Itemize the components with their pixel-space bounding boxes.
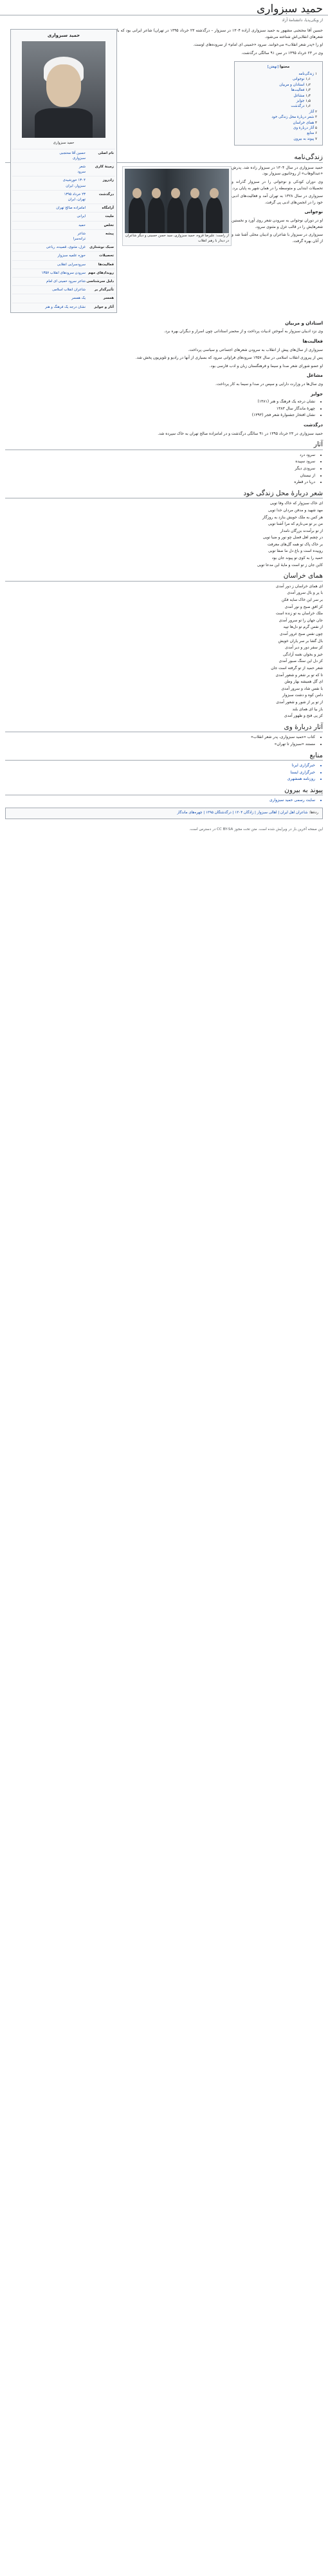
infobox-value-line[interactable]: سبزواری <box>72 156 86 160</box>
work-item: • دریا در قطره <box>5 479 315 486</box>
infobox-key: تأثیرگذار بر <box>94 288 114 292</box>
infobox-key: زادروز <box>102 178 114 183</box>
reference-item[interactable]: • خبرگزاری ایرنا <box>5 762 315 769</box>
infobox-value <box>14 253 86 258</box>
toc-item[interactable] <box>240 88 317 93</box>
infobox-value <box>14 231 86 242</box>
toc-label[interactable]: منابع <box>307 131 314 136</box>
poem-verse: هر کس به ملک خویش بنازد به روزگار <box>262 515 323 520</box>
infobox-row <box>12 251 115 260</box>
infobox-row <box>12 212 115 220</box>
infobox-row <box>12 285 115 294</box>
activities-paragraph: او عضو شورای شعر صدا و سیما و فرهنگستان زبان و ادب فارسی بود. <box>209 363 323 368</box>
toc-list <box>240 71 317 142</box>
poem-verse: بال گشا بر سر یاران خویش <box>278 638 323 643</box>
infobox-value <box>14 192 86 202</box>
toc-number: ۷ <box>314 137 317 141</box>
activities-paragraph: پس از پیروزی انقلاب اسلامی در سال ۱۳۵۷ سرودهای فراوانی سرود که بسیاری از آنها در رادیو و تلویزیون پخش شد. <box>135 355 323 361</box>
infobox-row <box>12 303 115 311</box>
toc-number: ۱٫۵ <box>304 99 311 103</box>
toc-label[interactable]: آثار دربارهٔ وی <box>293 126 314 131</box>
youth-paragraph: او در دوران نوجوانی به سرودن شعر روی آورد و نخستین شعرهایش را در قالب غزل و مثنوی سرود. <box>232 218 323 229</box>
infobox-value <box>14 205 86 211</box>
group-photo-caption: از راست: علیرضا قزوه، حمید سبزواری، سید حسن حسینی و دیگر شاعران در دیدار با رهبر انقلاب <box>125 233 229 243</box>
poem-verse: حمید را به کوی تو پیوند جان بود <box>271 556 323 561</box>
toc-item[interactable] <box>240 71 317 77</box>
poem-home <box>5 500 323 568</box>
poem-verse: خیز و بخوان نغمه آزادگی <box>282 652 323 657</box>
about-item: • مستند «سبزوار تا تهران» <box>5 741 315 748</box>
toc-item[interactable] <box>240 93 317 99</box>
infobox-row <box>12 162 115 176</box>
award-item: • نشان درجه یک فرهنگ و هنر (۱۳۸۱) <box>5 399 315 405</box>
section-heading-activities: فعالیت‌ها <box>302 339 323 345</box>
section-heading-bio: زندگی‌نامه <box>5 155 323 163</box>
group-photo[interactable] <box>122 166 232 246</box>
infobox-value <box>14 223 86 228</box>
categories-label: ردهٔ‌ها: <box>309 811 318 815</box>
infobox-row <box>12 190 115 204</box>
poem-verse: روییده است و باغ دل ما صفا تویی <box>268 549 323 554</box>
poem-verse: با پر و بال سرور آمدی <box>287 591 323 596</box>
bio-paragraph: سبزواری در سال ۱۳۲۸ به تهران آمد و فعالیت‌های ادبی خود را در انجمن‌های ادبی پی گرفت. <box>232 194 323 205</box>
infobox-value-line[interactable]: ترانه‌سرا <box>73 237 86 242</box>
infobox-value-line[interactable]: حسین آقا محتجبی <box>59 151 86 155</box>
article-content <box>0 28 328 819</box>
toc-toggle[interactable]: [نهفتن] <box>267 64 279 69</box>
infobox-key: رویدادهای مهم <box>88 270 114 275</box>
work-item: • سرود درد <box>5 452 315 459</box>
poem-verse: از نفس گرم تو دل‌ها تپید <box>283 625 323 630</box>
awards-list <box>5 399 323 419</box>
toc-label[interactable]: آثار <box>309 109 314 114</box>
infobox-value-line[interactable]: غزل، مثنوی، قصیده، رباعی <box>46 245 86 250</box>
infobox-key: پیشه <box>105 231 114 236</box>
toc-item[interactable] <box>240 77 317 82</box>
page-subtitle: از ویکی‌پدیا، دانشنامهٔ آزاد <box>282 17 323 23</box>
infobox-row <box>12 269 115 277</box>
group-photo-image <box>125 169 229 233</box>
homa-poem <box>5 583 323 719</box>
infobox-row <box>12 229 115 243</box>
infobox-value <box>14 262 86 267</box>
section-heading-poem-home: شعر دربارهٔ محل زندگی خود <box>5 491 323 499</box>
toc-item[interactable] <box>240 109 317 115</box>
infobox-value <box>14 178 86 188</box>
infobox-key: آثار و جوایز <box>94 305 114 309</box>
intro-paragraph: وی در ۲۳ خرداد ۱۳۹۵ در سن ۹۱ سالگی درگذشت. <box>241 50 323 55</box>
infobox-value-line[interactable]: حمید <box>78 223 86 227</box>
toc-label[interactable]: همای خراسان <box>293 120 314 125</box>
activities-paragraph: سبزواری از سال‌های پیش از انقلاب به سرودن شعرهای اجتماعی و سیاسی پرداخت. <box>188 347 323 352</box>
about-item: • کتاب «حمید سبزواری، پدر شعر انقلاب» <box>5 734 315 741</box>
infobox-value <box>14 296 86 301</box>
portrait-image[interactable] <box>22 41 105 138</box>
toc-number: ۶ <box>314 131 317 136</box>
toc-number: ۱٫۴ <box>304 93 311 98</box>
poem-verse: ای خاک سبزوار که خاک وفا تویی <box>269 501 323 506</box>
infobox-key: فعالیت‌ها <box>98 262 114 267</box>
infobox-row <box>12 221 115 229</box>
poem-verse: کاین جان ز تو است و مایهٔ این مدعا تویی <box>257 562 323 567</box>
toc-label[interactable]: جوایز <box>296 99 305 103</box>
infobox-value-line[interactable]: شاعر <box>77 231 86 236</box>
infobox-key: همسر <box>103 296 114 301</box>
infobox-value <box>14 245 86 250</box>
poem-verse: من بر تو می‌نازم که مرا آشنا تویی <box>268 522 323 527</box>
section-heading-jobs: مشاغل <box>306 373 323 379</box>
infobox-row <box>12 243 115 251</box>
section-heading-works: آثار <box>5 442 323 450</box>
about-list <box>5 734 323 747</box>
poem-verse: از تو برآمدند بزرگان نامدار <box>280 528 323 533</box>
infobox-value <box>14 164 86 175</box>
portrait-caption: حمید سبزواری <box>53 141 75 146</box>
poem-verse: از تو پر از شور و شعور آمدی <box>276 699 323 705</box>
poem-verse: ای گل همیشه بهار وطن <box>284 679 323 685</box>
infobox-value <box>14 214 86 219</box>
infobox-value <box>14 270 86 276</box>
section-heading-death: درگذشت <box>303 422 323 428</box>
poem-verse: باز بیا ای همای بلند <box>292 706 323 712</box>
infobox-value-line[interactable]: امامزاده صالح تهران <box>56 206 86 211</box>
infobox-value-line[interactable]: سرود <box>77 170 86 175</box>
infobox-value-line[interactable]: ایرانی <box>77 214 86 219</box>
poem-verse: شعر حمید از تو گرفته است جان <box>271 665 323 670</box>
work-item: • سرود سپیده <box>5 459 315 465</box>
poem-verse: تا که تو بر شعر و شعور آمدی <box>275 672 323 677</box>
poem-verse: در چشم اهل فضل چو نور و ضیا تویی <box>262 535 323 540</box>
award-item: • نشان افتخار جشنوارهٔ شعر فجر (۱۳۹۳) <box>5 412 315 419</box>
page-footer: این صفحه آخرین بار در ویرایش شده است. متن تحت مجوز CC BY-SA در دسترس است. <box>189 827 323 831</box>
infobox-key: آرامگاه <box>102 206 114 211</box>
infobox-value-line[interactable]: سرودن سرودهای انقلاب ۱۳۵۷ <box>41 270 86 275</box>
bio-paragraph: وی دوران کودکی و نوجوانی را در سبزوار گذراند و تحصیلات ابتدایی و متوسطه را در همان شهر به پایان برد. <box>232 180 323 191</box>
infobox <box>10 29 117 313</box>
page-title: حمید سبزواری <box>0 0 328 15</box>
toc-label[interactable]: پیوند به بیرون <box>293 137 314 141</box>
works-list <box>5 452 323 486</box>
section-heading-awards: جوایز <box>311 391 323 397</box>
toc-number: ۳ <box>314 115 317 120</box>
infobox-value-line[interactable]: ۱۳۰۴ خورشیدی <box>62 178 86 183</box>
poem-verse: چون نفس صبح غرور آمدی <box>280 632 323 637</box>
poem-verse: بر سر این خاک سایه فکن <box>281 598 323 603</box>
intro-paragraph: حسین آقا محتجبی مشهور به حمید سبزواری (زاده ۱۳۰۴ در سبزوار – درگذشته ۲۳ خرداد ۱۳۹۵ در تهران) شاعر ایرانی بود که با شعرهای انقلابی‌اش شناخته می‌شود. <box>117 28 323 39</box>
toc-header <box>240 64 317 70</box>
infobox-value-line[interactable]: شعر <box>78 165 86 169</box>
toc-item[interactable] <box>240 137 317 142</box>
toc-number: ۴ <box>314 120 317 125</box>
toc-number: ۱٫۲ <box>304 82 311 87</box>
toc-label[interactable]: استادان و مربیان <box>279 82 305 87</box>
toc-label[interactable]: شعر دربارهٔ محل زندگی خود <box>271 115 314 120</box>
toc-item[interactable] <box>240 131 317 136</box>
infobox-value-line[interactable]: سرودسرایی انقلابی <box>57 262 86 267</box>
toc-item[interactable] <box>240 126 317 131</box>
external-list <box>5 797 323 804</box>
toc-number: ۱٫۳ <box>304 88 311 93</box>
intro-paragraph: او را «پدر شعر انقلاب» می‌خوانند. سرود «خمینی ای امام» از سروده‌های اوست. <box>193 43 323 48</box>
poem-verse: جان جهان را تو سرور آمدی <box>278 618 323 623</box>
toc-label[interactable]: زندگی‌نامه <box>298 71 314 76</box>
toc-title: محتوا <box>280 64 290 69</box>
table-of-contents <box>234 61 323 146</box>
infobox-value-line[interactable]: سبزوار، ایران <box>66 184 86 188</box>
infobox-key: درگذشت <box>98 192 114 196</box>
infobox-key: تخلص <box>104 223 114 227</box>
toc-number: ۱٫۶ <box>304 104 311 109</box>
poem-verse: کز دل این سنگ صبور آمدی <box>278 659 323 664</box>
infobox-title: حمید سبزواری <box>47 33 80 39</box>
infobox-row <box>12 260 115 269</box>
toc-item[interactable] <box>240 120 317 126</box>
toc-item[interactable] <box>240 82 317 88</box>
poem-verse: کز افق صبح و نور آمدی <box>284 604 323 609</box>
section-heading-youth: نوجوانی <box>304 209 323 215</box>
infobox-value <box>14 279 86 284</box>
infobox-key: دلیل سرشناسی <box>86 279 114 284</box>
infobox-row <box>12 204 115 212</box>
toc-item[interactable] <box>240 104 317 109</box>
poem-verse: ملک خراسان به تو زنده است <box>275 611 323 616</box>
infobox-key: ملیت <box>105 214 114 219</box>
toc-item[interactable] <box>240 99 317 104</box>
category-links[interactable]: شاعران اهل ایران | اهالی سبزوار | زادگان ۱۳۰۴ | درگذشتگان ۱۳۹۵ | چهره‌های ماندگار <box>177 811 308 815</box>
infobox-row <box>12 294 115 302</box>
toc-label[interactable]: درگذشت <box>291 104 305 109</box>
infobox-key: تحصیلات <box>99 254 114 258</box>
section-heading-refs: منابع <box>5 753 323 761</box>
poem-verse: کز سفر دور و دیر آمدی <box>285 645 323 650</box>
death-paragraph: حمید سبزواری در ۲۳ خرداد ۱۳۹۵ در ۹۱ سالگی درگذشت و در امامزاده صالح تهران به خاک سپرده شد. <box>158 431 323 436</box>
infobox-row <box>12 149 115 162</box>
infobox-key: نام اصلی <box>98 151 114 155</box>
infobox-value-line[interactable]: نشان درجه یک فرهنگ و هنر <box>45 305 86 309</box>
toc-number: ۲ <box>314 109 317 114</box>
infobox-value-line[interactable]: ۲۳ خرداد ۱۳۹۵ <box>64 192 86 196</box>
bio-paragraph: حمید سبزواری در سال ۱۳۰۴ در سبزوار زاده شد. پدرش «عبدالوهاب» از روحانیون سبزوار بود. <box>232 165 323 176</box>
infobox-value-line[interactable]: شاعر سرود خمینی ای امام <box>46 279 86 284</box>
section-heading-external: پیوند به بیرون <box>5 788 323 796</box>
youth-paragraph: سبزواری در سبزوار با شاعران و ادیبان محلی آشنا شد و از آنان بهره گرفت. <box>232 232 323 243</box>
reference-item[interactable]: • خبرگزاری ایسنا <box>5 770 315 776</box>
poem-verse: کز پی فتح و ظهور آمدی <box>284 714 323 719</box>
poem-verse: بر خاک پاک تو همه گل‌های معرفت <box>267 542 323 547</box>
toc-label[interactable]: نوجوانی <box>292 77 305 82</box>
reference-item[interactable]: • روزنامه همشهری <box>5 776 315 782</box>
poem-verse: دامن کوه و دشت سبزوار <box>282 693 323 698</box>
infobox-row <box>12 277 115 285</box>
infobox-rows <box>12 149 115 311</box>
toc-number: ۱ <box>314 71 317 76</box>
award-item: • چهرهٔ ماندگار سال ۱۳۸۳ <box>5 406 315 412</box>
poem-verse: مهد شهید و مدفن مردان خدا تویی <box>268 507 323 513</box>
toc-number: ۱٫۱ <box>304 77 311 82</box>
section-heading-about: آثار دربارهٔ وی <box>5 724 323 733</box>
infobox-key: سبک نوشتاری <box>89 245 114 250</box>
infobox-value-line[interactable]: تهران، ایران <box>68 198 86 202</box>
infobox-key: زمینهٔ کاری <box>95 165 114 169</box>
infobox-value-line[interactable]: شاعران انقلاب اسلامی <box>52 288 86 292</box>
infobox-value <box>14 151 86 161</box>
poem-verse: با نفس شاد و سرور آمدی <box>281 686 323 691</box>
teachers-paragraph: وی نزد ادیبان سبزوار به آموختن ادبیات پرداخت و از محضر استادانی چون اسرار و دیگران بهره برد. <box>163 329 323 334</box>
infobox-value-line[interactable]: یک همسر <box>71 296 86 301</box>
external-link[interactable]: • سایت رسمی حمید سبزواری <box>5 797 315 804</box>
infobox-value-line[interactable]: حوزه علمیه سبزوار <box>57 254 86 258</box>
toc-item[interactable] <box>240 115 317 120</box>
work-item: • از نیستان <box>5 473 315 479</box>
toc-label[interactable]: فعالیت‌ها <box>291 88 305 93</box>
infobox-value <box>14 287 86 292</box>
jobs-paragraph: وی سال‌ها در وزارت دارایی و سپس در صدا و سیما به کار پرداخت. <box>215 382 323 387</box>
work-item: • سرودی دیگر <box>5 466 315 472</box>
section-heading-homa: همای خراسان <box>5 573 323 582</box>
poem-verse: ای همای خراسان ز دور آمدی <box>275 583 323 589</box>
infobox-value <box>14 305 86 310</box>
infobox-row <box>12 176 115 189</box>
refs-list <box>5 762 323 782</box>
toc-label[interactable]: مشاغل <box>293 93 305 98</box>
toc-number: ۵ <box>314 126 317 131</box>
categories-box <box>5 808 323 819</box>
section-heading-teachers: استادان و مربیان <box>285 320 323 326</box>
